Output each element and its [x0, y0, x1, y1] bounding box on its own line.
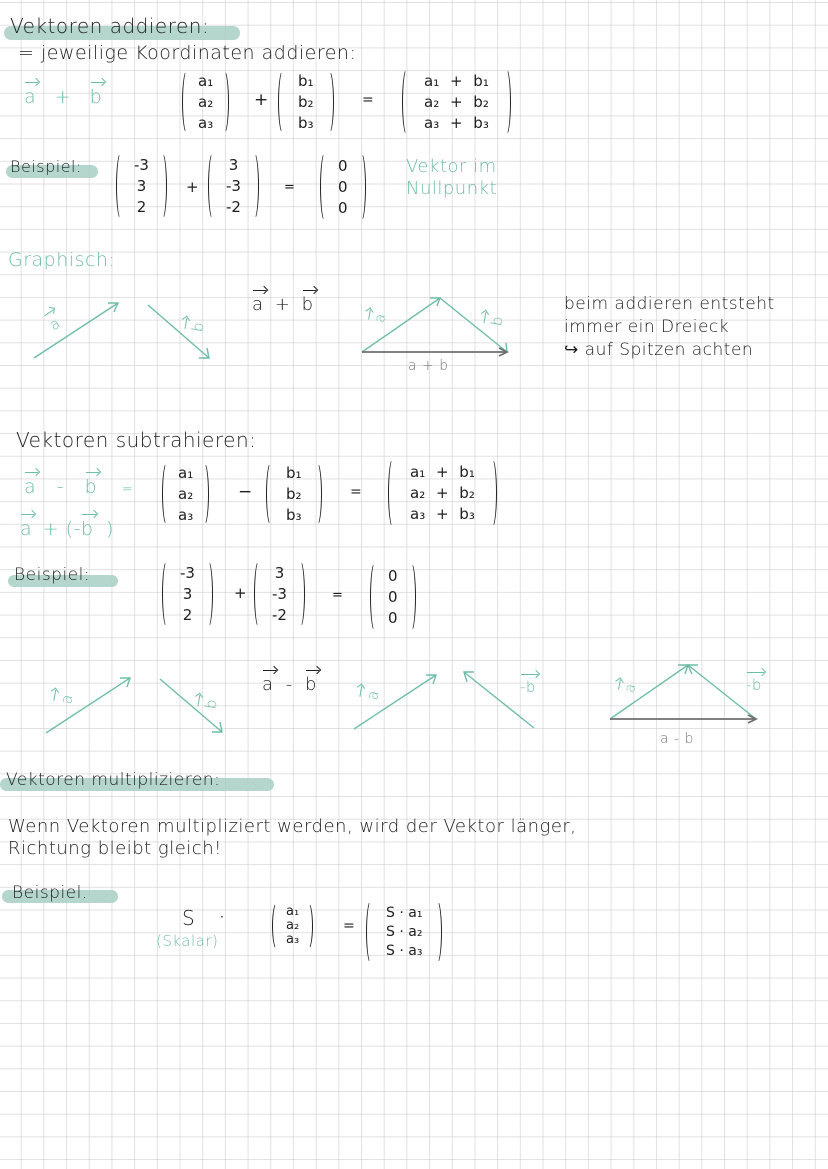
- vector-entry: 3: [182, 584, 193, 603]
- plus-operator: +: [234, 584, 247, 602]
- matrix-entry: a₂: [286, 918, 300, 933]
- vector-entry: 2: [136, 197, 147, 216]
- note-line: Vektor im: [406, 156, 497, 177]
- triangle-base-label: a - b: [660, 731, 694, 747]
- equals-sign: =: [121, 482, 134, 497]
- example-vector-2: [208, 152, 259, 220]
- left-paren: [388, 458, 398, 528]
- note-line: Nullpunkt: [406, 178, 498, 199]
- vector-b: b: [89, 86, 103, 108]
- vector-entry: 0: [388, 566, 398, 585]
- equals-operator: =: [343, 918, 355, 934]
- vector-b: b: [80, 518, 94, 540]
- right-paren: [487, 458, 497, 528]
- right-paren: [312, 462, 322, 526]
- vector-a: a: [20, 518, 33, 540]
- triangle-label-neg-b: [746, 676, 762, 694]
- vector-label: b: [301, 294, 314, 315]
- matrix-result: [402, 68, 511, 136]
- right-paren: [324, 70, 334, 134]
- vector-label: b: [188, 320, 208, 334]
- multiply-dot: ·: [220, 910, 224, 924]
- matrix-a: [182, 70, 229, 134]
- vector-entry: -3: [180, 563, 195, 582]
- vector-entry: 3: [274, 563, 285, 582]
- left-paren: [272, 902, 282, 950]
- right-paren: [157, 152, 167, 220]
- vector-expression-a-minus-b: [24, 476, 133, 498]
- matrix-entry: b₃: [298, 113, 314, 132]
- right-paren: [432, 900, 442, 964]
- matrix-entry: a₁: [198, 71, 214, 90]
- subtraction-diagram: [0, 650, 828, 760]
- matrix-entry: a₃: [198, 113, 214, 132]
- left-paren: [116, 152, 126, 220]
- vector-entry: 0: [338, 156, 348, 175]
- vector-label: b: [201, 697, 221, 711]
- left-paren: [278, 70, 288, 134]
- scalar-symbol: S: [182, 906, 196, 930]
- graphic-label: Graphisch:: [8, 249, 116, 271]
- vector-label: a: [45, 313, 64, 335]
- vector-entry: 0: [388, 608, 398, 627]
- right-paren: [295, 560, 305, 628]
- vector-entry: -3: [272, 584, 287, 603]
- vector-label: b: [305, 674, 317, 695]
- right-paren: [303, 902, 313, 950]
- matrix-entry: a₁: [178, 463, 194, 482]
- vector-b: b: [84, 476, 98, 498]
- vector-label: a: [371, 312, 390, 324]
- left-paren: [370, 562, 380, 632]
- plus-operator: +: [186, 178, 199, 196]
- example-result-vector: [370, 562, 416, 632]
- vector-entry: 3: [136, 176, 147, 195]
- close-paren: ): [106, 518, 114, 540]
- diagram-sum-expression: [252, 294, 314, 315]
- text-line: Richtung bleibt gleich!: [8, 838, 222, 859]
- left-paren: [366, 900, 376, 964]
- note-line: immer ein Dreieck: [564, 317, 730, 337]
- note-null-vector: [406, 156, 497, 200]
- example-label: Beispiel:: [10, 157, 82, 176]
- vector-entry: 0: [338, 177, 348, 196]
- text-line: Wenn Vektoren multipliziert werden, wird der Vektor länger,: [8, 816, 577, 837]
- note-triangle: [564, 293, 775, 362]
- vector-expression-a-plus-b: [24, 86, 102, 108]
- example-vector-2: [254, 560, 305, 628]
- matrix-a: [272, 902, 313, 950]
- example-label: Beispiel:: [14, 565, 91, 585]
- right-paren: [356, 152, 366, 222]
- matrix-b: [266, 462, 322, 526]
- vector-label: -b: [520, 678, 536, 696]
- vector-entry: -3: [134, 155, 149, 174]
- matrix-entry: a₃: [178, 505, 194, 524]
- minus-operator: −: [238, 482, 253, 502]
- matrix-result: [388, 458, 497, 528]
- left-paren: [254, 560, 264, 628]
- matrix-entry: a₁ + b₁: [424, 71, 489, 90]
- plus-operator: +: [254, 90, 269, 110]
- minus-sign: -: [56, 476, 65, 498]
- right-paren: [203, 560, 213, 628]
- vector-entry: -2: [226, 197, 241, 216]
- matrix-entry: S · a₃: [386, 942, 423, 959]
- right-paren: [501, 68, 511, 136]
- matrix-entry: S · a₁: [386, 904, 423, 921]
- vector-label: a: [363, 688, 383, 702]
- section-title-multiplizieren: Vektoren multiplizieren:: [6, 770, 221, 790]
- vector-expression-a-plus-neg-b: [20, 518, 114, 540]
- vector-a: a: [24, 86, 37, 108]
- example-result-vector: [320, 152, 366, 222]
- matrix-entry: a₁: [286, 904, 300, 919]
- matrix-entry: a₁ + b₁: [410, 462, 475, 481]
- vector-entry: 0: [338, 198, 348, 217]
- equals-operator: =: [362, 92, 374, 108]
- left-paren: [182, 70, 192, 134]
- vector-label: a: [57, 692, 77, 706]
- matrix-entry: a₂ + b₂: [410, 483, 475, 502]
- matrix-result: [366, 900, 442, 964]
- matrix-b: [278, 70, 334, 134]
- left-paren: [162, 560, 172, 628]
- triangle-base-label: a + b: [408, 358, 449, 374]
- equals-operator: =: [284, 180, 295, 195]
- vector-label: a: [262, 674, 274, 695]
- matrix-entry: a₂: [198, 92, 214, 111]
- matrix-entry: a₂: [178, 484, 194, 503]
- equals-operator: =: [332, 588, 343, 603]
- multiplication-explanation: [8, 816, 577, 860]
- matrix-entry: a₂ + b₂: [424, 92, 489, 111]
- example-label: Beispiel.: [12, 883, 88, 903]
- vector-entry: 2: [182, 605, 193, 624]
- scalar-note: (Skalar): [156, 932, 219, 950]
- plus-sign: +: [54, 86, 72, 108]
- example-vector-1: [116, 152, 167, 220]
- right-paren: [406, 562, 416, 632]
- example-vector-1: [162, 560, 213, 628]
- matrix-entry: a₃ + b₃: [424, 113, 489, 132]
- vector-entry: 0: [388, 587, 398, 606]
- matrix-entry: a₃: [286, 932, 300, 947]
- vector-label: a: [621, 682, 640, 694]
- section-title-subtrahieren: Vektoren subtrahieren:: [16, 428, 257, 452]
- plus-sign: +: [274, 294, 291, 315]
- matrix-entry: b₂: [286, 484, 302, 503]
- vector-entry: -2: [272, 605, 287, 624]
- vector-a: a: [24, 476, 37, 498]
- plus-paren: + (-: [42, 518, 81, 540]
- right-paren: [249, 152, 259, 220]
- vector-label: -b: [746, 676, 762, 694]
- vector-entry: -3: [226, 176, 241, 195]
- note-line: ↪ auf Spitzen achten: [564, 340, 754, 360]
- right-paren: [219, 70, 229, 134]
- right-paren: [199, 462, 209, 526]
- matrix-entry: S · a₂: [386, 923, 423, 940]
- diagram-diff-expression: [262, 674, 317, 695]
- matrix-entry: b₃: [286, 505, 302, 524]
- matrix-entry: b₁: [286, 463, 302, 482]
- section-subtitle-addieren: = jeweilige Koordinaten addieren:: [18, 42, 357, 64]
- vector-entry: 3: [228, 155, 239, 174]
- left-paren: [402, 68, 412, 136]
- vector-label: b: [487, 314, 507, 328]
- section-title-addieren: Vektoren addieren:: [10, 14, 210, 38]
- left-paren: [162, 462, 172, 526]
- matrix-entry: b₁: [298, 71, 314, 90]
- note-line: beim addieren entsteht: [564, 294, 775, 314]
- matrix-entry: b₂: [298, 92, 314, 111]
- left-paren: [320, 152, 330, 222]
- minus-sign: -: [285, 674, 293, 695]
- left-paren: [208, 152, 218, 220]
- diagram-label-neg-b: [520, 678, 536, 696]
- matrix-entry: a₃ + b₃: [410, 504, 475, 523]
- vector-label: a: [252, 294, 264, 315]
- left-paren: [266, 462, 276, 526]
- equals-operator: =: [350, 484, 362, 500]
- matrix-a: [162, 462, 209, 526]
